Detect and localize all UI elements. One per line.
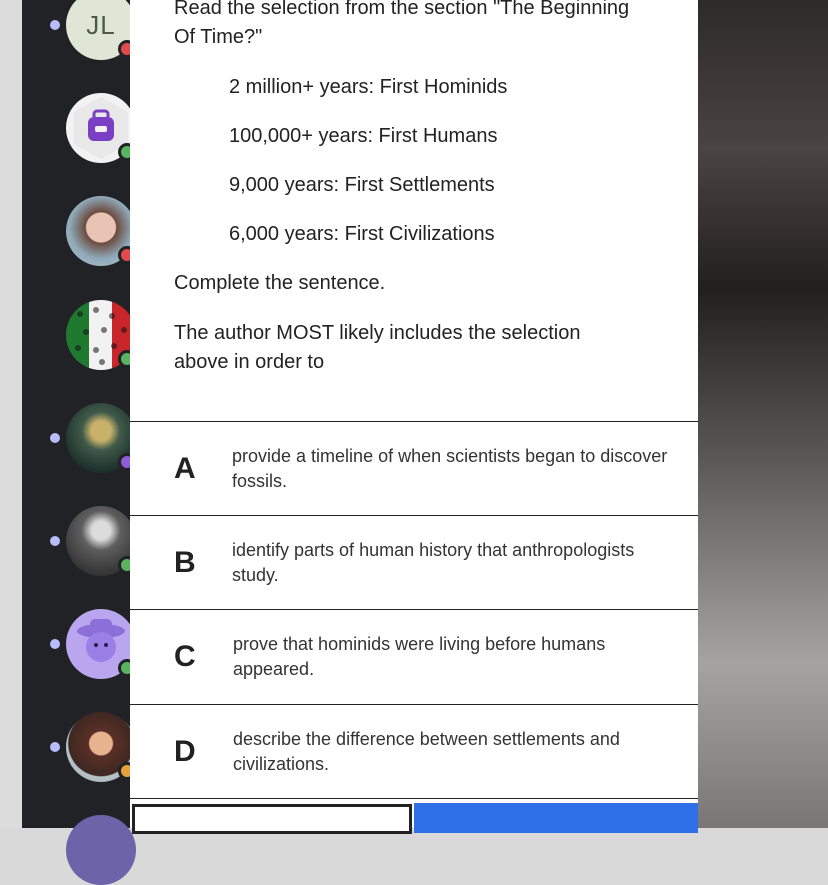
question-prompt: The author MOST likely includes the selection above in order to — [174, 322, 581, 373]
server-cowboy[interactable] — [66, 609, 136, 679]
server-sea-monster[interactable] — [66, 403, 136, 473]
primary-button[interactable] — [414, 803, 698, 833]
choice-text: provide a timeline of when scientists began to discover fossils. — [232, 446, 668, 491]
server-backpack[interactable] — [66, 93, 136, 163]
unread-indicator — [50, 639, 60, 649]
server-sidebar — [22, 0, 130, 828]
server-car-photo[interactable] — [66, 506, 136, 576]
choice-letter: D — [174, 735, 196, 768]
server-flag[interactable] — [66, 300, 136, 370]
secondary-button[interactable] — [132, 804, 412, 834]
question-intro: Read the selection from the section "The Beginning Of Time?" — [174, 0, 630, 48]
server-cartoon-girl[interactable] — [66, 712, 136, 782]
server-child-photo[interactable] — [66, 196, 136, 266]
server-jl[interactable] — [66, 0, 136, 60]
answer-choice-c[interactable] — [130, 609, 698, 703]
server-initials: JL — [86, 9, 116, 40]
timeline-item: 2 million+ years: First Hominids — [229, 76, 508, 98]
choice-letter: A — [174, 452, 196, 485]
background-photo — [698, 0, 828, 828]
question-instruction: Complete the sentence. — [174, 272, 386, 294]
answer-choice-a[interactable] — [130, 421, 698, 515]
choice-letter: C — [174, 640, 196, 673]
question-panel — [130, 0, 698, 828]
unread-indicator — [50, 536, 60, 546]
unread-indicator — [50, 20, 60, 30]
answer-choice-b[interactable] — [130, 515, 698, 609]
timeline-item: 100,000+ years: First Humans — [229, 125, 498, 147]
server-partial[interactable] — [66, 815, 136, 885]
timeline-item: 6,000 years: First Civilizations — [229, 223, 495, 245]
choice-text: prove that hominids were living before humans appeared. — [233, 634, 606, 679]
choice-letter: B — [174, 546, 196, 579]
answer-choice-d[interactable] — [130, 704, 698, 799]
left-edge — [0, 0, 22, 828]
unread-indicator — [50, 433, 60, 443]
choice-text: describe the difference between settlements and civilizations. — [233, 729, 620, 774]
choice-text: identify parts of human history that anthropologists study. — [232, 540, 635, 585]
unread-indicator — [50, 742, 60, 752]
server-avatar — [66, 815, 136, 885]
timeline-item: 9,000 years: First Settlements — [229, 174, 495, 196]
